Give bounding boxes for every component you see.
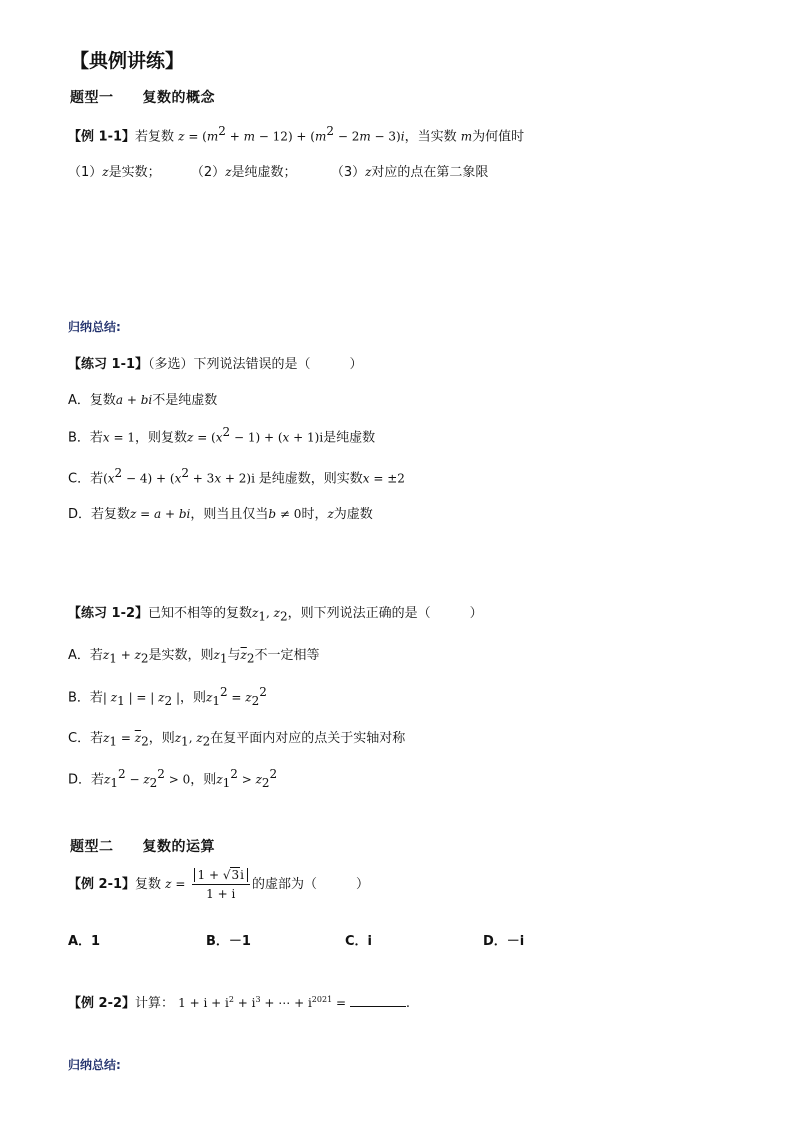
question-number: （1）: [68, 165, 103, 180]
practice-1-2-option-a: A．若$z_1 + z_2$是实数，则$z_1$与$\overline{z}_2$不一定相等: [68, 648, 320, 666]
period: .: [405, 996, 410, 1011]
option-text: ，则: [148, 731, 175, 746]
option-text: 是纯虚数: [323, 430, 376, 446]
practice-stem: 已知不相等的复数: [148, 606, 253, 621]
example-tag: 【例 2-2】: [68, 996, 136, 1011]
formula: z: [178, 129, 185, 144]
example-tag: 【例 2-1】: [68, 877, 136, 892]
question-number: （3）: [330, 165, 366, 180]
option-text: C．若: [68, 731, 104, 746]
section-heading-operations: 题型二 复数的运算: [70, 839, 215, 855]
option-text: 为虚数: [333, 507, 373, 522]
option-text: B．若: [68, 430, 103, 446]
option-text: A．复数: [68, 393, 116, 408]
section-heading-concept: 题型一 复数的概念: [70, 90, 215, 106]
summary-label: 归纳总结:: [68, 1058, 121, 1072]
option-text: 在复平面内对应的点关于实轴对称: [210, 731, 406, 746]
option-text: ，则复数: [135, 430, 188, 446]
practice-1-1-option-b: B．若x = 1，则复数$z = (x^2 - 1) + (x + 1)i$是纯虚数: [68, 425, 376, 446]
example-2-1-option-a: A．1: [68, 934, 101, 949]
example-text: 的虚部为（ ）: [251, 877, 369, 892]
option-text: 与: [227, 648, 241, 663]
option-text: ，则: [179, 690, 206, 706]
example-1-1: 【例 1-1】若复数 $z = (m^2 + m - 12) + (m^2 - 2m - 3)i$，当实数 m为何值时: [68, 124, 525, 145]
summary-label: 归纳总结:: [68, 320, 121, 334]
practice-1-1-option-c: C．若$(x^2 - 4) + (x^2 + 3x + 2)i$ 是纯虚数，则实数x = ±2: [68, 466, 405, 487]
option-text: 是实数，则: [148, 648, 214, 663]
example-2-1-option-c: C．i: [345, 934, 372, 949]
practice-1-2-option-d: D．若$z_1^2 - z_2^2 > 0$，则$z_1^2 > z_2^2$: [68, 767, 278, 790]
practice-tag: 【练习 1-2】: [68, 606, 149, 621]
option-text: 不一定相等: [254, 648, 320, 663]
question-text: 对应的点在第二象限: [371, 165, 489, 180]
practice-tag: 【练习 1-1】: [68, 357, 149, 372]
example-text: 复数: [135, 877, 162, 892]
question-number: （2）: [190, 165, 226, 180]
example-2-1-option-b: B．－1: [206, 934, 251, 949]
practice-1-1: [68, 353, 363, 372]
option-text: 是纯虚数，则实数: [258, 471, 363, 487]
answer-blank[interactable]: [350, 996, 406, 1007]
example-2-2: 【例 2-2】计算： $1 + i + i^2 + i^3$ + ⋯ + $i^{2021}$ = .: [68, 995, 410, 1011]
option-text: 时，: [301, 507, 328, 522]
practice-stem: （多选）下列说法错误的是（ ）: [148, 357, 363, 372]
example-text: 为何值时: [472, 129, 525, 145]
question-text: 是纯虚数；: [231, 165, 297, 180]
practice-1-2-option-b: B．若| $z_1$ | = | $z_2$ |，则$z_1^2 = z_2^2$: [68, 685, 267, 708]
option-text: ，则当且仅当: [190, 507, 269, 522]
option-text: D．若复数: [68, 507, 131, 522]
option-text: 不是纯虚数: [152, 393, 218, 408]
fraction-formula: $\frac{1 + √3i}{1 + i}$: [192, 868, 250, 901]
page-title: 【典例讲练】: [70, 50, 185, 72]
example-text: 若复数: [135, 129, 175, 145]
question-text: 是实数；: [108, 165, 161, 180]
option-text: B．若: [68, 690, 103, 706]
practice-1-2: 【练习 1-2】已知不相等的复数$z_1$, $z_2$，则下列说法正确的是（ ）: [68, 606, 483, 624]
option-text: C．若: [68, 471, 104, 487]
practice-stem: ，则下列说法正确的是（ ）: [287, 606, 483, 621]
practice-1-2-option-c: C．若$z_1 = \overline{z}_2$，则$z_1$, $z_2$在复平面内对应的点关于实轴对称: [68, 731, 406, 749]
option-text: A．若: [68, 648, 103, 663]
example-2-1-option-d: D．－i: [483, 934, 525, 949]
example-1-1-questions: （1）z是实数； （2）z是纯虚数； （3）z对应的点在第二象限: [68, 165, 489, 180]
example-2-1: 【例 2-1】复数 z = $\frac{1 + √3i}{1 + i}$ 的虚部为（ ）: [68, 868, 369, 901]
practice-1-1-option-a: A．复数a + bi不是纯虚数: [68, 393, 218, 408]
example-tag: 【例 1-1】: [68, 129, 136, 145]
option-text: ，则: [190, 772, 217, 788]
option-text: D．若: [68, 772, 105, 788]
practice-1-1-option-d: D．若复数z = a + bi，则当且仅当b ≠ 0时，z为虚数: [68, 507, 373, 522]
example-text: ，当实数: [404, 129, 457, 145]
example-text: 计算：: [135, 996, 175, 1011]
